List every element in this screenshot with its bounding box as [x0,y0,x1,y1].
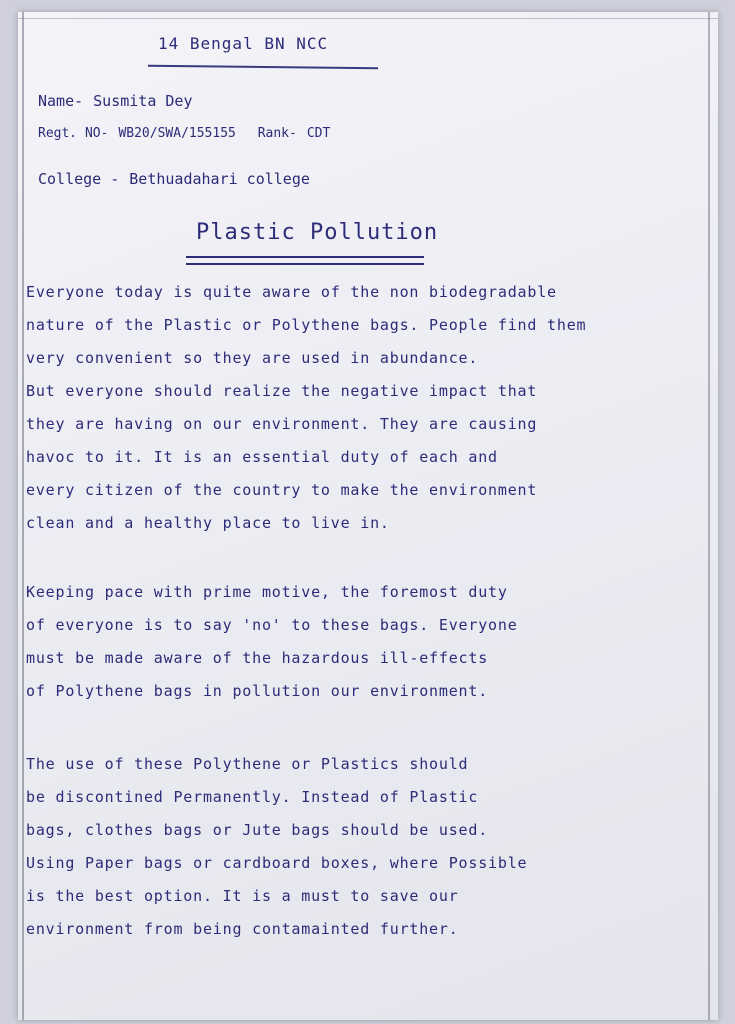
title-underline-top [186,256,424,258]
college-field [38,170,310,188]
paragraph-line: environment from being contamainted further. [26,920,459,938]
registration-value: WB20/SWA/155155 [118,126,236,141]
paragraph-line: of Polythene bags in pollution our environment. [26,682,489,700]
paragraph-line: be discontined Permanently. Instead of Plastic [26,788,479,806]
left-margin-line [22,12,24,1020]
registration-field [38,126,330,141]
paragraph-line: nature of the Plastic or Polythene bags. People find them [26,316,587,334]
paragraph-line: havoc to it. It is an essential duty of each and [26,448,498,466]
college-value: Bethuadahari college [129,170,310,188]
notebook-page [18,12,718,1020]
name-field [38,92,193,110]
paragraph-line: must be made aware of the hazardous ill-effects [26,649,489,667]
unit-heading-underline [148,65,378,69]
college-label: College - [38,170,120,188]
rank-value: CDT [306,126,331,141]
paragraph-line: The use of these Polythene or Plastics should [26,755,469,773]
name-label: Name- [38,92,84,110]
unit-heading: 14 Bengal BN NCC [158,34,329,53]
paragraph-line: every citizen of the country to make the environment [26,481,538,499]
rank-label: Rank- [257,126,297,141]
paragraph-line: is the best option. It is a must to save our [26,887,459,905]
paragraph-line: Everyone today is quite aware of the non biodegradable [26,283,557,301]
registration-label: Regt. NO- [38,126,109,141]
paragraph-line: Using Paper bags or cardboard boxes, where Possible [26,854,528,872]
essay-title: Plastic Pollution [196,220,439,245]
essay-paragraph-2 [26,576,714,708]
name-value: Susmita Dey [93,92,193,110]
title-underline-bottom [186,263,424,265]
paragraph-line: bags, clothes bags or Jute bags should be used. [26,821,489,839]
essay-paragraph-1 [26,276,714,540]
top-rule [18,18,718,19]
paragraph-line: But everyone should realize the negative impact that [26,382,538,400]
paragraph-line: very convenient so they are used in abundance. [26,349,479,367]
paragraph-line: clean and a healthy place to live in. [26,514,390,532]
essay-paragraph-3 [26,748,714,946]
paragraph-line: of everyone is to say 'no' to these bags. Everyone [26,616,518,634]
paragraph-line: Keeping pace with prime motive, the foremost duty [26,583,508,601]
paragraph-line: they are having on our environment. They are causing [26,415,538,433]
